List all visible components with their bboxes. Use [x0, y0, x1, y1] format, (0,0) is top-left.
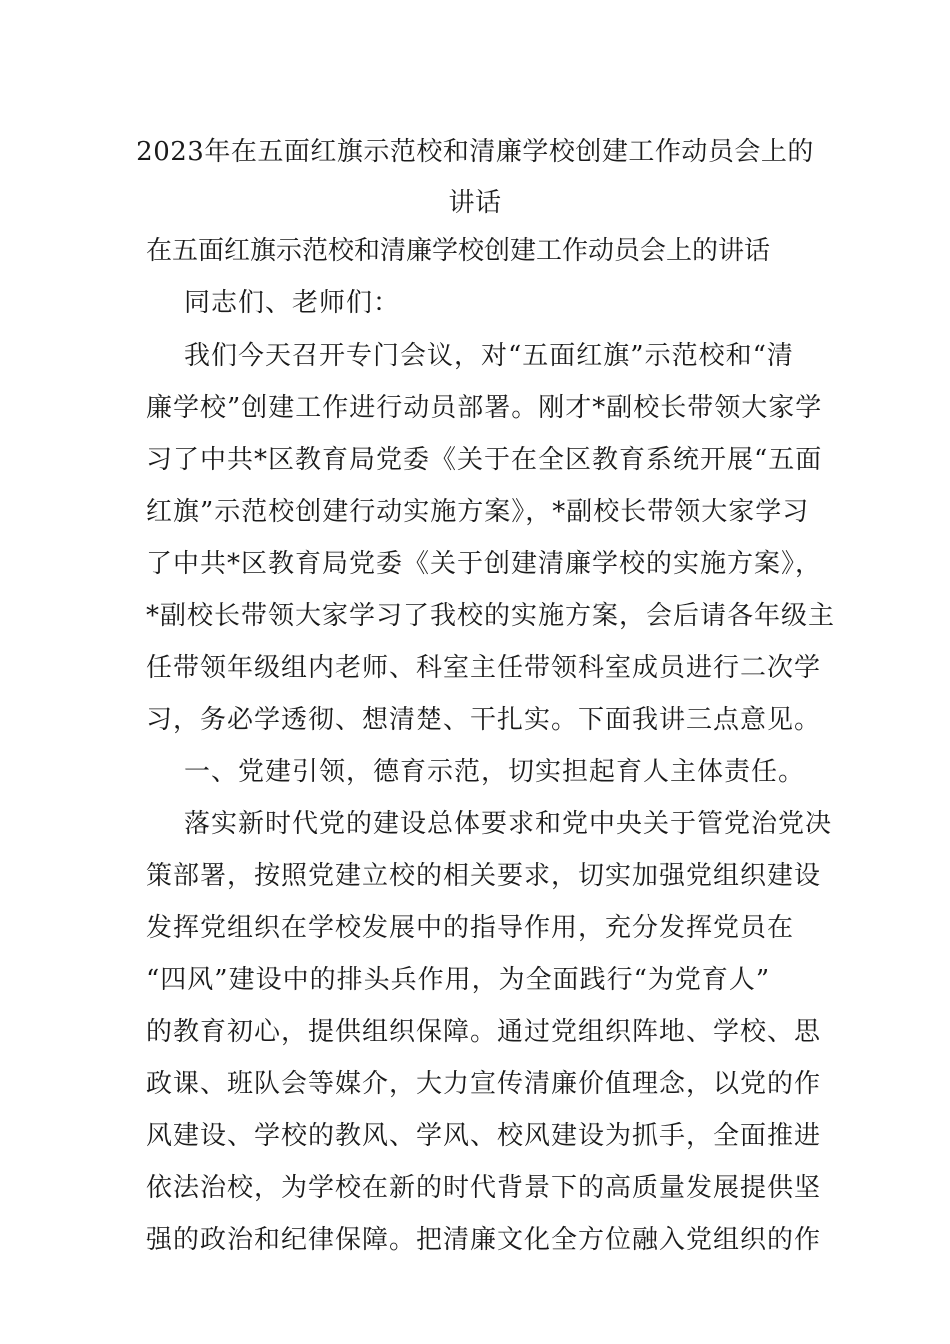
document-subtitle: 在五面红旗示范校和清廉学校创建工作动员会上的讲话: [146, 236, 771, 266]
paragraph-1-line: 习了中共*区教育局党委《关于在全区教育系统开展“五面: [146, 445, 823, 475]
paragraph-2-line: 依法治校，为学校在新的时代背景下的高质量发展提供坚: [146, 1173, 822, 1203]
section-heading-1: 一、党建引领，德育示范，切实担起育人主体责任。: [184, 757, 806, 787]
paragraph-1-line: 我们今天召开专门会议，对“五面红旗”示范校和“清: [184, 341, 794, 371]
paragraph-1-line: 了中共*区教育局党委《关于创建清廉学校的实施方案》，: [146, 549, 823, 579]
paragraph-2-line: 落实新时代党的建设总体要求和党中央关于管党治党决: [184, 809, 833, 839]
paragraph-1-line: 红旗”示范校创建行动实施方案》，*副校长带领大家学习: [146, 497, 810, 527]
paragraph-2-line: “四风”建设中的排头兵作用，为全面践行“为党育人”: [146, 965, 771, 995]
document-title-line-2: 讲话: [448, 188, 502, 218]
paragraph-2-line: 的教育初心，提供组织保障。通过党组织阵地、学校、思: [146, 1017, 822, 1047]
paragraph-2-line: 政课、班队会等媒介，大力宣传清廉价值理念，以党的作: [146, 1069, 822, 1099]
paragraph-2-line: 策部署，按照党建立校的相关要求，切实加强党组织建设: [146, 861, 822, 891]
paragraph-1-line: *副校长带领大家学习了我校的实施方案，会后请各年级主: [146, 601, 836, 631]
paragraph-2-line: 发挥党组织在学校发展中的指导作用，充分发挥党员在: [146, 913, 795, 943]
paragraph-1-line: 任带领年级组内老师、科室主任带领科室成员进行二次学: [146, 653, 822, 683]
document-title-line-1: 2023年在五面红旗示范校和清廉学校创建工作动员会上的: [136, 137, 814, 167]
paragraph-2-line: 风建设、学校的教风、学风、校风建设为抓手，全面推进: [146, 1121, 822, 1151]
paragraph-2-line: 强的政治和纪律保障。把清廉文化全方位融入党组织的作: [146, 1225, 822, 1255]
greeting: 同志们、老师们：: [184, 288, 401, 318]
paragraph-1-line: 习，务必学透彻、想清楚、干扎实。下面我讲三点意见。: [146, 705, 822, 735]
paragraph-1-line: 廉学校”创建工作进行动员部署。刚才*副校长带领大家学: [146, 393, 823, 423]
